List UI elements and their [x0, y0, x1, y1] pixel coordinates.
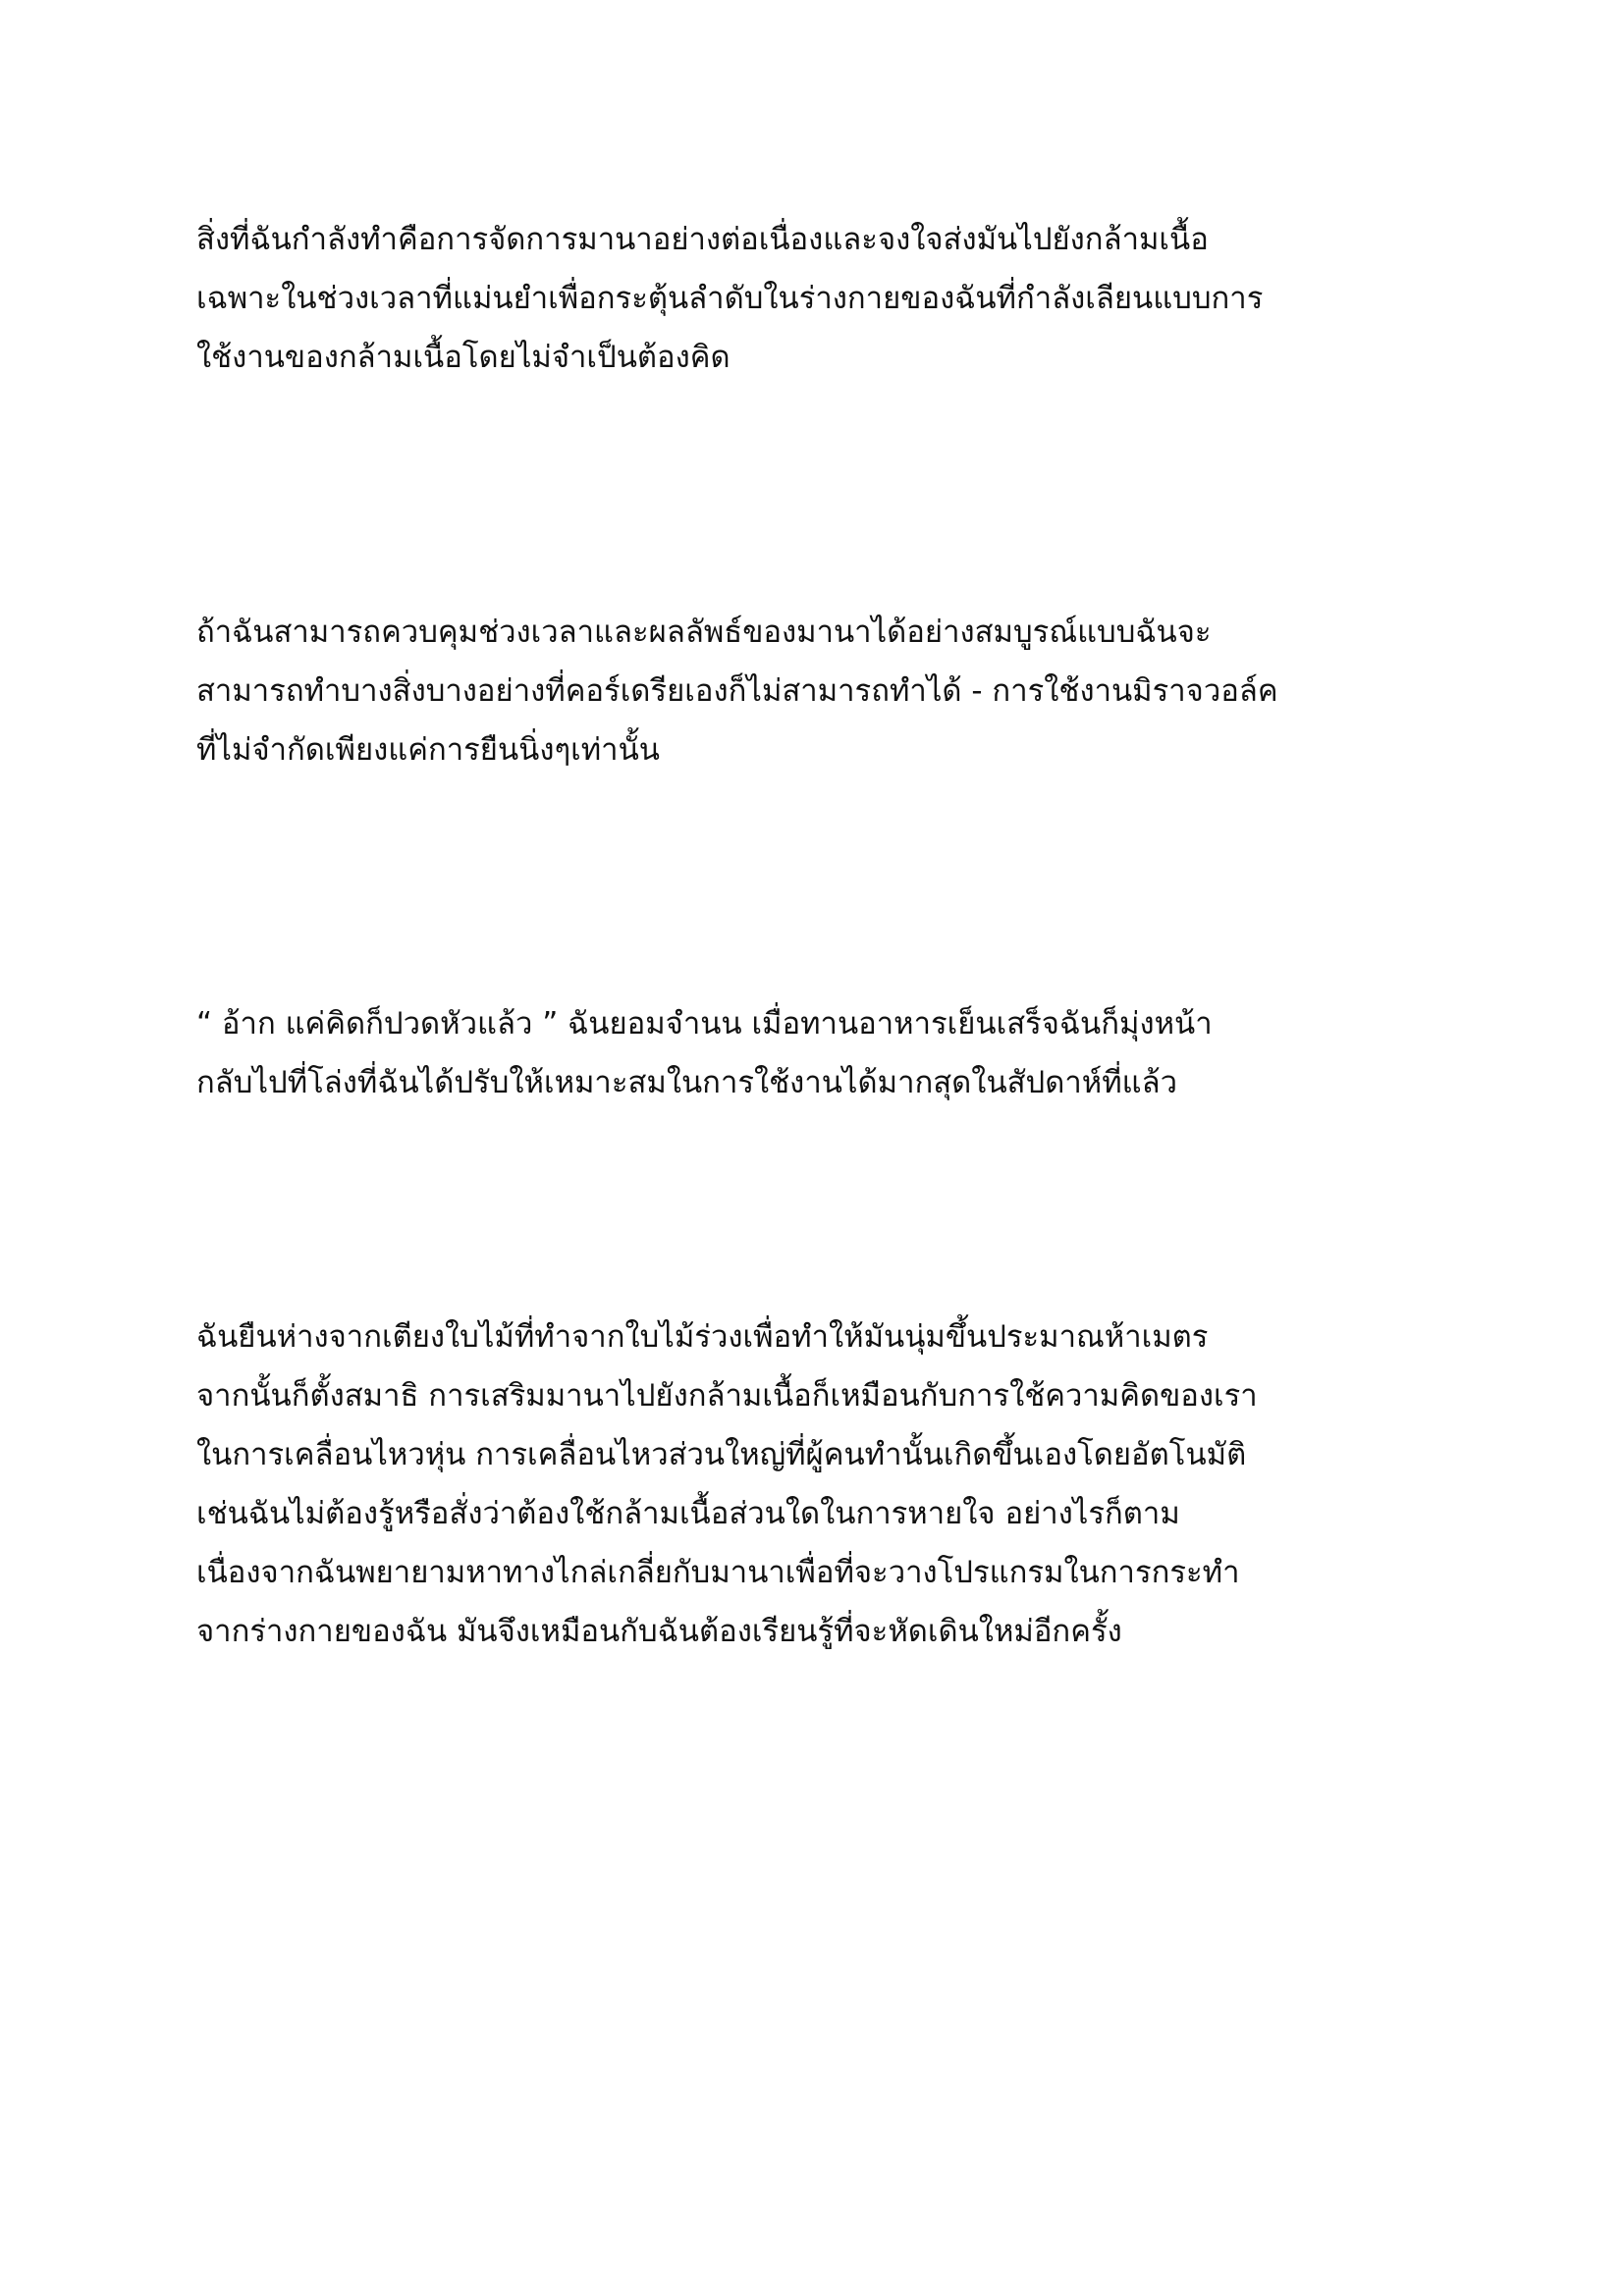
paragraph-4: [196, 1308, 1473, 1661]
paragraph-line: “ อ้าก แค่คิดก็ปวดหัวแล้ว ” ฉันยอมจำนน เมื่อทานอาหารเย็นเสร็จฉันก็มุ่งหน้า: [196, 1006, 1213, 1041]
paragraph-line: สามารถทำบางสิ่งบางอย่างที่คอร์เดรียเองก็ไม่สามารถทำได้ - การใช้งานมิราจวอล์ค: [196, 673, 1278, 709]
paragraph-line: เฉพาะในช่วงเวลาที่แม่นยำเพื่อกระตุ้นลำดับในร่างกายของฉันที่กำลังเลียนแบบการ: [196, 281, 1264, 316]
paragraph-line: เช่นฉันไม่ต้องรู้หรือสั่งว่าต้องใช้กล้ามเนื้อส่วนใดในการหายใจ อย่างไรก็ตาม: [196, 1496, 1180, 1531]
paragraph-line: เนื่องจากฉันพยายามหาทางไกล่เกลี่ยกับมานาเพื่อที่จะวางโปรแกรมในการกระทำ: [196, 1555, 1240, 1590]
paragraph-line: ในการเคลื่อนไหวหุ่น การเคลื่อนไหวส่วนใหญ่ที่ผู้คนทำนั้นเกิดขึ้นเองโดยอัตโนมัติ: [196, 1437, 1247, 1472]
paragraph-line: ใช้งานของกล้ามเนื้อโดยไม่จำเป็นต้องคิด: [196, 340, 731, 375]
paragraph-line: ที่ไม่จำกัดเพียงแค่การยืนนิ่งๆเท่านั้น: [196, 732, 660, 768]
paragraph-line: ถ้าฉันสามารถควบคุมช่วงเวลาและผลลัพธ์ของมานาได้อย่างสมบูรณ์แบบฉันจะ: [196, 614, 1212, 650]
paragraph-line: จากนั้นก็ตั้งสมาธิ การเสริมมานาไปยังกล้ามเนื้อก็เหมือนกับการใช้ความคิดของเรา: [196, 1378, 1258, 1414]
paragraph-line: จากร่างกายของฉัน มันจึงเหมือนกับฉันต้องเรียนรู้ที่จะหัดเดินใหม่อีกครั้ง: [196, 1614, 1122, 1649]
paragraph-line: สิ่งที่ฉันกำลังทำคือการจัดการมานาอย่างต่อเนื่องและจงใจส่งมันไปยังกล้ามเนื้อ: [196, 222, 1209, 257]
paragraph-1: [196, 210, 1473, 387]
paragraph-3: [196, 994, 1473, 1112]
paragraph-line: กลับไปที่โล่งที่ฉันได้ปรับให้เหมาะสมในการใช้งานได้มากสุดในสัปดาห์ที่แล้ว: [196, 1065, 1178, 1100]
paragraph-2: [196, 603, 1473, 779]
paragraph-line: ฉันยืนห่างจากเตียงใบไม้ที่ทำจากใบไม้ร่วงเพื่อทำให้มันนุ่มขึ้นประมาณห้าเมตร: [196, 1319, 1209, 1355]
